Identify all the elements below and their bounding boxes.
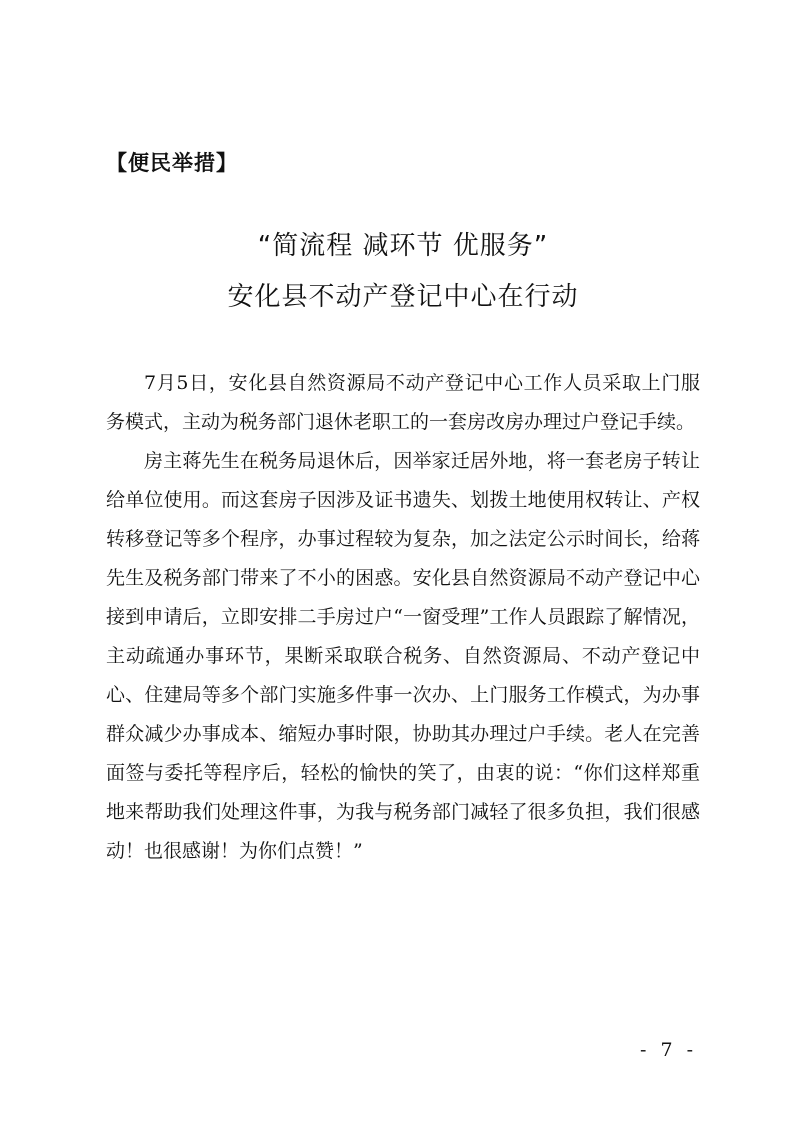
article-body [106, 364, 700, 871]
title-line-1: “简流程 减环节 优服务” [257, 231, 549, 261]
paragraph-2: 房主蒋先生在税务局退休后，因举家迁居外地，将一套老房子转让给单位使用。而这套房子因涉及证书遗失、划拨土地使用权转让、产权转移登记等多个程序，办事过程较为复杂，加之法定公示时间长，给蒋先生及税务部门带来了不小的困惑。安化县自然资源局不动产登记中心接到申请后，立即安排二手房过户“一窗受理”工作人员跟踪了解情况，主动疏通办事环节，果断采取联合税务、自然资源局、不动产登记中心、住建局等多个部门实施多件事一次办、上门服务工作模式，为办事群众减少办事成本、缩短办事时限，协助其办理过户手续。老人在完善面签与委托等程序后，轻松的愉快的笑了，由衷的说：“你们这样郑重地来帮助我们处理这件事，为我与税务部门减轻了很多负担，我们很感动！也很感谢！为你们点赞！” [106, 450, 700, 862]
title-line-2: 安化县不动产登记中心在行动 [227, 282, 579, 312]
page-number: - 7 - [639, 1039, 697, 1061]
paragraph-1: 7月5日，安化县自然资源局不动产登记中心工作人员采取上门服务模式，主动为税务部门退休老职工的一套房改房办理过户登记手续。 [106, 372, 700, 433]
section-tag: 【便民举措】 [106, 151, 238, 175]
